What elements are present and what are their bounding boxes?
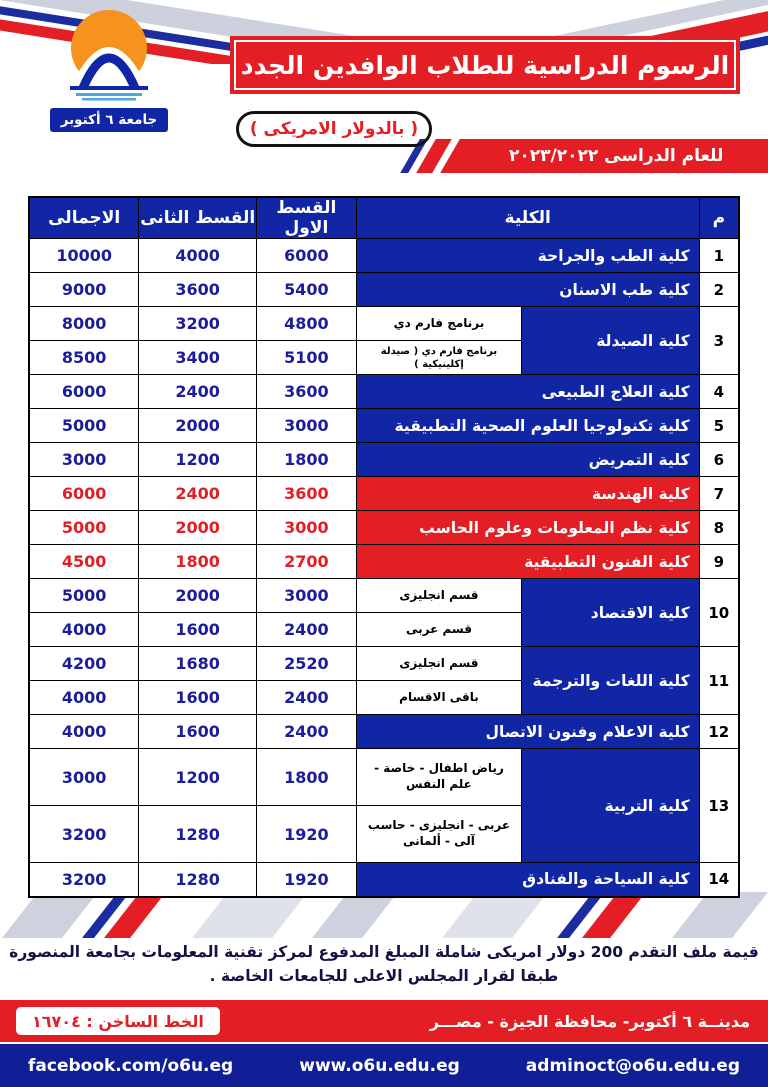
cell-num: 4 bbox=[699, 375, 739, 409]
facebook-link: facebook.com/o6u.eg bbox=[28, 1055, 234, 1076]
currency-note: ( بالدولار الامريكى ) bbox=[236, 111, 432, 147]
cell-total: 3200 bbox=[29, 863, 139, 897]
col-header-faculty: الكلية bbox=[356, 197, 699, 239]
cell-total: 4000 bbox=[29, 613, 139, 647]
university-logo bbox=[50, 6, 168, 132]
cell-first: 2700 bbox=[257, 545, 357, 579]
table-row bbox=[29, 375, 739, 409]
fees-table-wrap bbox=[28, 196, 740, 898]
cell-total: 6000 bbox=[29, 375, 139, 409]
cell-total: 5000 bbox=[29, 511, 139, 545]
cell-second: 1280 bbox=[139, 863, 257, 897]
stripe-decoration bbox=[672, 892, 768, 938]
cell-first: 1800 bbox=[257, 443, 357, 477]
cell-program: برنامج فارم دي bbox=[356, 307, 521, 341]
note-line-1: قيمة ملف التقدم 200 دولار امريكى شاملة المبلغ المدفوع لمركز تقنية المعلومات بجامعة المنصورة bbox=[9, 943, 759, 961]
col-header-second-installment: القسط الثانى bbox=[139, 197, 257, 239]
cell-first: 1920 bbox=[257, 863, 357, 897]
cell-num: 10 bbox=[699, 579, 739, 647]
cell-first: 3000 bbox=[257, 409, 357, 443]
col-header-num: م bbox=[699, 197, 739, 239]
page-title: الرسوم الدراسية للطلاب الوافدين الجدد bbox=[240, 50, 730, 80]
col-header-total: الاجمالى bbox=[29, 197, 139, 239]
cell-num: 14 bbox=[699, 863, 739, 897]
cell-second: 1200 bbox=[139, 749, 257, 806]
cell-first: 1920 bbox=[257, 806, 357, 863]
cell-program: قسم انجليزى bbox=[356, 579, 521, 613]
cell-total: 10000 bbox=[29, 239, 139, 273]
note-line-2: طبقا لقرار المجلس الاعلى للجامعات الخاصة . bbox=[209, 967, 559, 986]
cell-program: رياض اطفال - خاصة - علم النفس bbox=[356, 749, 521, 806]
cell-first: 3600 bbox=[257, 477, 357, 511]
cell-faculty: كلية الهندسة bbox=[356, 477, 699, 511]
table-row bbox=[29, 511, 739, 545]
cell-second: 1800 bbox=[139, 545, 257, 579]
cell-num: 9 bbox=[699, 545, 739, 579]
university-name: جامعة ٦ أكتوبر bbox=[50, 108, 168, 132]
cell-faculty: كلية اللغات والترجمة bbox=[522, 647, 699, 715]
cell-total: 4000 bbox=[29, 681, 139, 715]
cell-num: 11 bbox=[699, 647, 739, 715]
cell-second: 4000 bbox=[139, 239, 257, 273]
cell-program: قسم عربى bbox=[356, 613, 521, 647]
cell-num: 1 bbox=[699, 239, 739, 273]
cell-second: 2400 bbox=[139, 375, 257, 409]
footer-red-bar bbox=[0, 1000, 768, 1042]
table-row bbox=[29, 647, 739, 681]
cell-first: 3000 bbox=[257, 511, 357, 545]
cell-first: 2400 bbox=[257, 681, 357, 715]
table-row bbox=[29, 477, 739, 511]
cell-num: 7 bbox=[699, 477, 739, 511]
cell-total: 5000 bbox=[29, 409, 139, 443]
cell-first: 6000 bbox=[257, 239, 357, 273]
cell-first: 5100 bbox=[257, 341, 357, 375]
table-row bbox=[29, 273, 739, 307]
cell-total: 5000 bbox=[29, 579, 139, 613]
cell-num: 5 bbox=[699, 409, 739, 443]
cell-faculty: كلية السياحة والفنادق bbox=[356, 863, 699, 897]
table-header-row bbox=[29, 197, 739, 239]
website-link: www.o6u.edu.eg bbox=[299, 1055, 460, 1076]
cell-faculty: كلية التمريض bbox=[356, 443, 699, 477]
cell-total: 9000 bbox=[29, 273, 139, 307]
table-row bbox=[29, 409, 739, 443]
cell-total: 3200 bbox=[29, 806, 139, 863]
application-fee-note bbox=[0, 940, 768, 988]
cell-first: 2400 bbox=[257, 613, 357, 647]
cell-first: 3000 bbox=[257, 579, 357, 613]
cell-faculty: كلية الاقتصاد bbox=[522, 579, 699, 647]
cell-total: 8500 bbox=[29, 341, 139, 375]
cell-faculty: كلية التربية bbox=[522, 749, 699, 863]
cell-program: قسم انجليزى bbox=[356, 647, 521, 681]
cell-faculty: كلية تكنولوجيا العلوم الصحية التطبيقية bbox=[356, 409, 699, 443]
table-row bbox=[29, 749, 739, 806]
cell-second: 1200 bbox=[139, 443, 257, 477]
stripe-decoration bbox=[192, 892, 308, 938]
cell-program: عربى - انجليزى - حاسب آلى - ألمانى bbox=[356, 806, 521, 863]
table-row bbox=[29, 579, 739, 613]
cell-second: 2000 bbox=[139, 579, 257, 613]
cell-first: 2400 bbox=[257, 715, 357, 749]
university-logo-icon bbox=[50, 6, 168, 102]
footer-blue-bar bbox=[0, 1042, 768, 1087]
university-address: مدينــة ٦ أكتوبر- محافظة الجيزة - مصـــر bbox=[429, 1011, 750, 1031]
cell-second: 2400 bbox=[139, 477, 257, 511]
mid-stripes-decoration bbox=[0, 892, 768, 938]
cell-faculty: كلية طب الاسنان bbox=[356, 273, 699, 307]
email-link: adminoct@o6u.edu.eg bbox=[525, 1055, 740, 1076]
cell-num: 3 bbox=[699, 307, 739, 375]
cell-num: 2 bbox=[699, 273, 739, 307]
stripe-decoration bbox=[312, 892, 398, 938]
cell-second: 3200 bbox=[139, 307, 257, 341]
col-header-first-installment: القسط الاول bbox=[257, 197, 357, 239]
cell-program: باقى الاقسام bbox=[356, 681, 521, 715]
cell-faculty: كلية الطب والجراحة bbox=[356, 239, 699, 273]
cell-first: 5400 bbox=[257, 273, 357, 307]
cell-faculty: كلية نظم المعلومات وعلوم الحاسب bbox=[356, 511, 699, 545]
cell-second: 1600 bbox=[139, 715, 257, 749]
cell-second: 1600 bbox=[139, 613, 257, 647]
cell-second: 2000 bbox=[139, 409, 257, 443]
cell-total: 8000 bbox=[29, 307, 139, 341]
academic-year-ribbon bbox=[440, 139, 768, 173]
academic-year: للعام الدراسى ٢٠٢٣/٢٠٢٢ bbox=[508, 146, 724, 166]
stripe-decoration bbox=[2, 892, 98, 938]
table-row bbox=[29, 443, 739, 477]
cell-first: 3600 bbox=[257, 375, 357, 409]
cell-second: 1680 bbox=[139, 647, 257, 681]
table-row bbox=[29, 307, 739, 341]
cell-num: 13 bbox=[699, 749, 739, 863]
cell-total: 4000 bbox=[29, 715, 139, 749]
cell-second: 2000 bbox=[139, 511, 257, 545]
cell-program: برنامج فارم دي ( صيدلة إكلينيكية ) bbox=[356, 341, 521, 375]
cell-num: 12 bbox=[699, 715, 739, 749]
stripe-decoration bbox=[442, 892, 548, 938]
cell-second: 3600 bbox=[139, 273, 257, 307]
cell-first: 1800 bbox=[257, 749, 357, 806]
cell-first: 4800 bbox=[257, 307, 357, 341]
cell-faculty: كلية الفنون التطبيقية bbox=[356, 545, 699, 579]
table-row bbox=[29, 715, 739, 749]
table-row bbox=[29, 545, 739, 579]
cell-total: 4500 bbox=[29, 545, 139, 579]
title-inner-frame bbox=[234, 40, 736, 90]
page-title-box bbox=[230, 36, 740, 94]
hotline-badge: الخط الساخن : ١٦٧٠٤ bbox=[16, 1007, 220, 1035]
cell-total: 3000 bbox=[29, 749, 139, 806]
cell-total: 3000 bbox=[29, 443, 139, 477]
cell-total: 4200 bbox=[29, 647, 139, 681]
cell-faculty: كلية الصيدلة bbox=[522, 307, 699, 375]
cell-second: 1280 bbox=[139, 806, 257, 863]
table-row bbox=[29, 863, 739, 897]
cell-num: 8 bbox=[699, 511, 739, 545]
fees-table bbox=[28, 196, 740, 898]
cell-num: 6 bbox=[699, 443, 739, 477]
cell-second: 3400 bbox=[139, 341, 257, 375]
cell-second: 1600 bbox=[139, 681, 257, 715]
table-row bbox=[29, 239, 739, 273]
cell-faculty: كلية العلاج الطبيعى bbox=[356, 375, 699, 409]
cell-first: 2520 bbox=[257, 647, 357, 681]
cell-total: 6000 bbox=[29, 477, 139, 511]
cell-faculty: كلية الاعلام وفنون الاتصال bbox=[356, 715, 699, 749]
